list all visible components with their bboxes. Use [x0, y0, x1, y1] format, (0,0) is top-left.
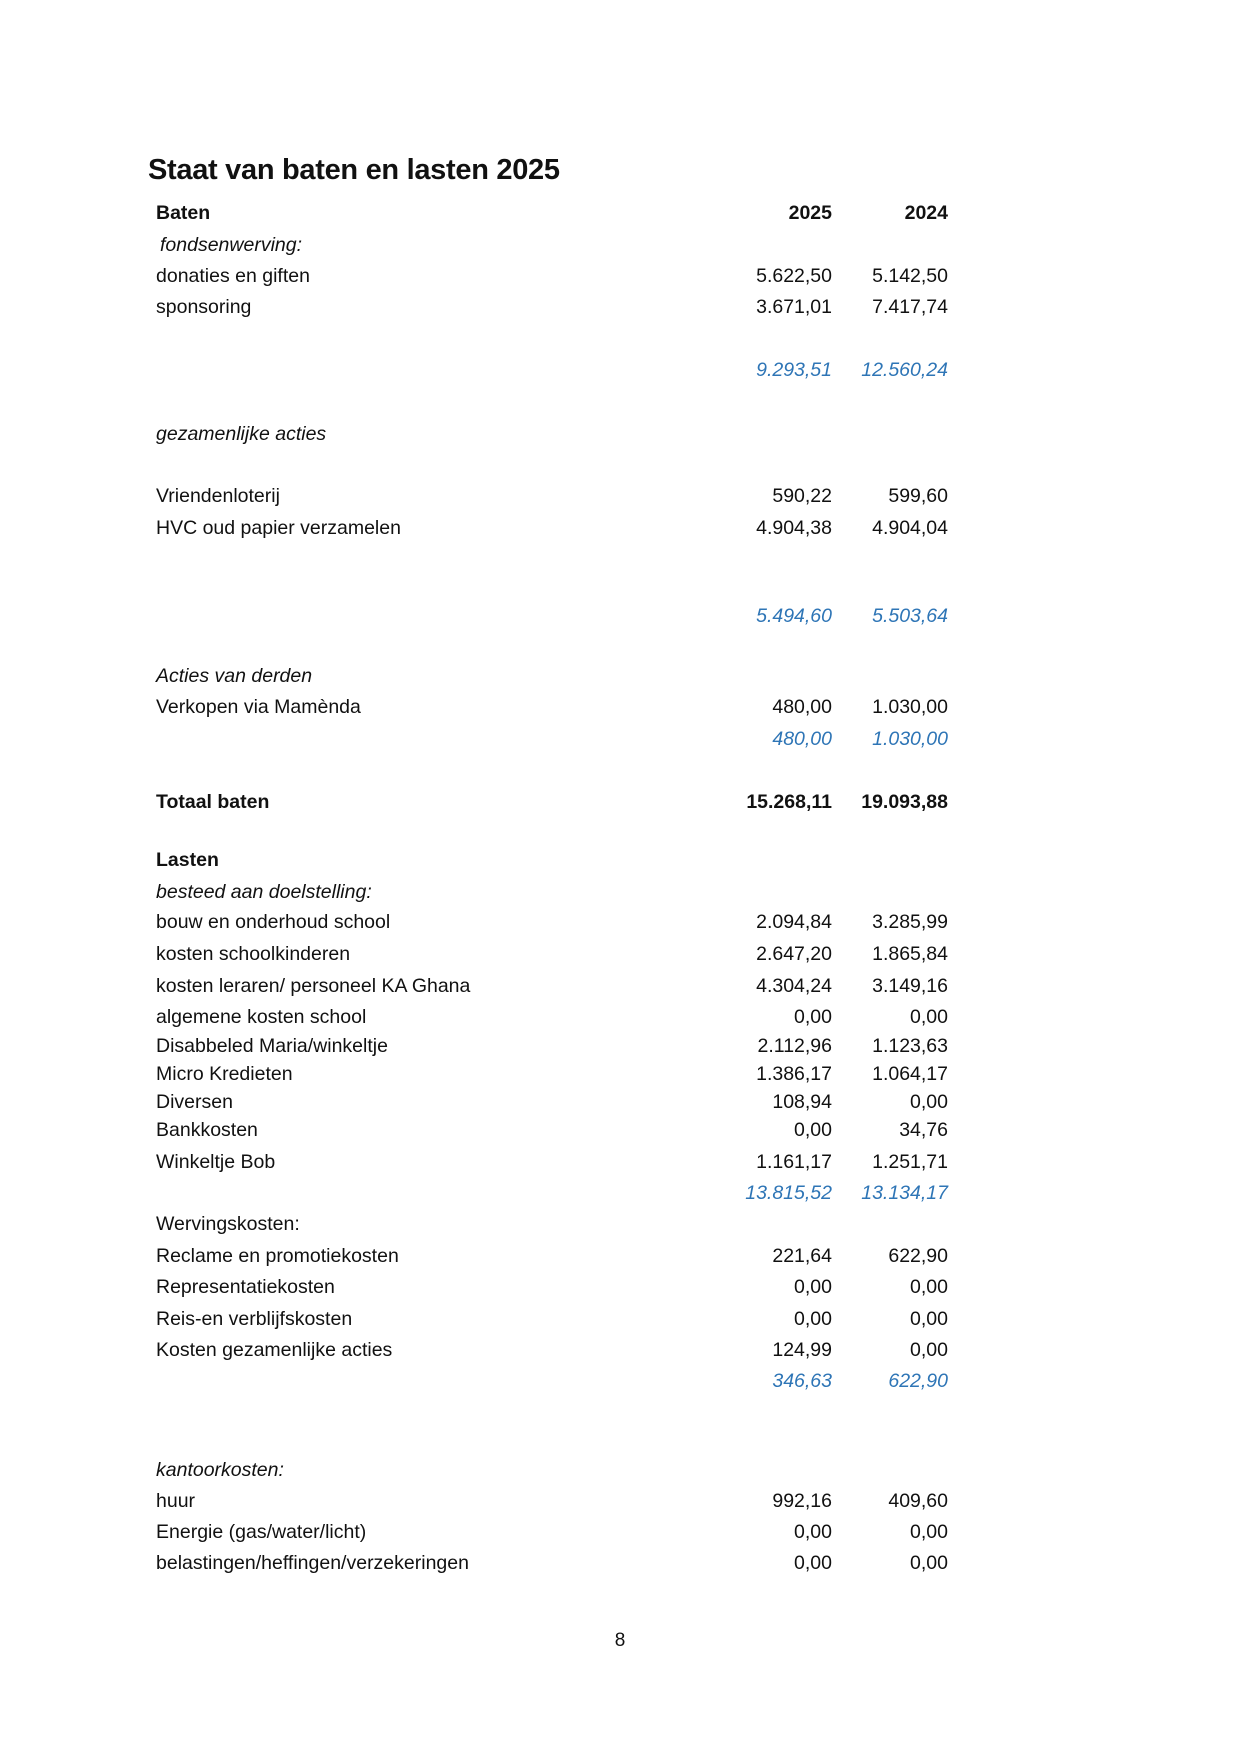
row-label: kosten schoolkinderen [156, 943, 351, 965]
value-2025: 2.112,96 [757, 1035, 832, 1057]
table-row [0, 1304, 1241, 1334]
value-2024: 0,00 [910, 1308, 948, 1330]
value-2025: 0,00 [794, 1006, 832, 1028]
value-2024: 1.251,71 [872, 1151, 948, 1173]
row-label: Vriendenloterij [156, 485, 280, 507]
value-2025: 590,22 [772, 485, 832, 507]
value-2025: 4.304,24 [756, 975, 832, 997]
value-2025: 2.094,84 [756, 911, 832, 933]
value-2024: 1.123,63 [872, 1035, 948, 1057]
value-2024: 0,00 [910, 1521, 948, 1543]
value-2025: 992,16 [772, 1490, 832, 1512]
table-row [0, 1548, 1241, 1578]
value-2024: 7.417,74 [872, 296, 948, 318]
value-2024: 622,90 [888, 1245, 948, 1267]
table-row [0, 971, 1241, 1001]
value-2025: 0,00 [794, 1552, 832, 1574]
table-row [0, 1002, 1241, 1032]
table-row [0, 1241, 1241, 1271]
row-label: Representatiekosten [156, 1276, 335, 1298]
row-label: Micro Kredieten [156, 1063, 293, 1085]
row-label: kosten leraren/ personeel KA Ghana [156, 975, 471, 997]
value-2025: 0,00 [794, 1308, 832, 1330]
value-2024: 1.865,84 [872, 943, 948, 965]
value-2024: 34,76 [899, 1119, 948, 1141]
value-2024: 0,00 [910, 1276, 948, 1298]
value-2025: 108,94 [772, 1091, 832, 1113]
table-row [0, 1147, 1241, 1177]
table-row [0, 907, 1241, 937]
subtotal-row [0, 1366, 1241, 1396]
subtotal-2025: 480,00 [772, 728, 832, 750]
table-row [0, 1087, 1241, 1117]
table-row [0, 1115, 1241, 1145]
row-label: donaties en giften [156, 265, 310, 287]
section-label-doelstelling: besteed aan doelstelling: [156, 881, 372, 903]
value-2024: 0,00 [910, 1339, 948, 1361]
section-label-kantoorkosten: kantoorkosten: [156, 1459, 284, 1481]
value-2024: 3.285,99 [872, 911, 948, 933]
subtotal-2024: 5.503,64 [872, 605, 948, 627]
table-row [0, 939, 1241, 969]
value-2025: 1.161,17 [756, 1151, 832, 1173]
row-label: Kosten gezamenlijke acties [156, 1339, 393, 1361]
value-2025: 480,00 [772, 696, 832, 718]
value-2024: 0,00 [910, 1006, 948, 1028]
row-label: sponsoring [156, 296, 252, 318]
row-label: Reis-en verblijfskosten [156, 1308, 353, 1330]
page-title: Staat van baten en lasten 2025 [148, 154, 560, 186]
value-2025: 124,99 [772, 1339, 832, 1361]
row-label: bouw en onderhoud school [156, 911, 391, 933]
value-2025: 4.904,38 [756, 517, 832, 539]
value-2024: 0,00 [910, 1552, 948, 1574]
row-label: Winkeltje Bob [156, 1151, 276, 1173]
section-label-row [0, 1455, 1241, 1485]
table-row [0, 292, 1241, 322]
subtotal-row [0, 355, 1241, 385]
value-2024: 5.142,50 [872, 265, 948, 287]
section-label-fondsenwerving: fondsenwerving: [160, 234, 303, 256]
table-row [0, 481, 1241, 511]
value-2025: 3.671,01 [756, 296, 832, 318]
value-2024: 0,00 [910, 1091, 948, 1113]
section-label-wervingskosten: Wervingskosten: [156, 1213, 300, 1235]
table-row [0, 1031, 1241, 1061]
table-row [0, 1272, 1241, 1302]
subtotal-2025: 5.494,60 [756, 605, 832, 627]
row-label: huur [156, 1490, 196, 1512]
row-label: HVC oud papier verzamelen [156, 517, 401, 539]
row-label: Verkopen via Mamènda [156, 696, 361, 718]
row-label: Reclame en promotiekosten [156, 1245, 399, 1267]
value-2024: 4.904,04 [872, 517, 948, 539]
subtotal-2024: 13.134,17 [861, 1182, 948, 1204]
subtotal-row [0, 1178, 1241, 1208]
row-label: Diversen [156, 1091, 233, 1113]
table-row [0, 692, 1241, 722]
section-label-row [0, 661, 1241, 691]
value-2024: 3.149,16 [872, 975, 948, 997]
total-label: Totaal baten [156, 791, 270, 813]
table-row [0, 1335, 1241, 1365]
row-label: Disabbeled Maria/winkeltje [156, 1035, 388, 1057]
value-2025: 1.386,17 [756, 1063, 832, 1085]
section-label-row [0, 419, 1241, 449]
subtotal-2024: 12.560,24 [861, 359, 948, 381]
subtotal-2024: 622,90 [888, 1370, 948, 1392]
section-label-row [0, 1209, 1241, 1239]
table-row [0, 1059, 1241, 1089]
table-row [0, 261, 1241, 291]
column-header-2025: 2025 [788, 202, 832, 224]
value-2025: 0,00 [794, 1276, 832, 1298]
lasten-heading: Lasten [156, 849, 219, 871]
subtotal-row [0, 601, 1241, 631]
value-2025: 5.622,50 [756, 265, 832, 287]
table-row [0, 1517, 1241, 1547]
row-label: Energie (gas/water/licht) [156, 1521, 367, 1543]
subtotal-2025: 9.293,51 [756, 359, 832, 381]
row-label: algemene kosten school [156, 1006, 367, 1028]
column-header-2024: 2024 [904, 202, 948, 224]
table-row [0, 513, 1241, 543]
baten-header-row [0, 198, 1241, 228]
lasten-header-row [0, 845, 1241, 875]
subtotal-2025: 346,63 [772, 1370, 832, 1392]
table-row [0, 1486, 1241, 1516]
section-label-row [0, 230, 1241, 260]
value-2024: 409,60 [888, 1490, 948, 1512]
section-label-gezamenlijke-acties: gezamenlijke acties [156, 423, 327, 445]
value-2024: 1.064,17 [872, 1063, 948, 1085]
subtotal-row [0, 724, 1241, 754]
subtotal-2025: 13.815,52 [745, 1182, 832, 1204]
page-number: 8 [614, 1630, 626, 1651]
total-2024: 19.093,88 [861, 791, 948, 813]
baten-heading: Baten [156, 202, 211, 224]
subtotal-2024: 1.030,00 [872, 728, 948, 750]
total-2025: 15.268,11 [746, 791, 832, 813]
row-label: belastingen/heffingen/verzekeringen [156, 1552, 469, 1574]
total-row [0, 787, 1241, 817]
value-2024: 1.030,00 [872, 696, 948, 718]
value-2025: 221,64 [772, 1245, 832, 1267]
section-label-row [0, 877, 1241, 907]
value-2025: 0,00 [794, 1119, 832, 1141]
value-2025: 0,00 [794, 1521, 832, 1543]
value-2024: 599,60 [888, 485, 948, 507]
section-label-acties-van-derden: Acties van derden [156, 665, 313, 687]
value-2025: 2.647,20 [756, 943, 832, 965]
row-label: Bankkosten [156, 1119, 258, 1141]
